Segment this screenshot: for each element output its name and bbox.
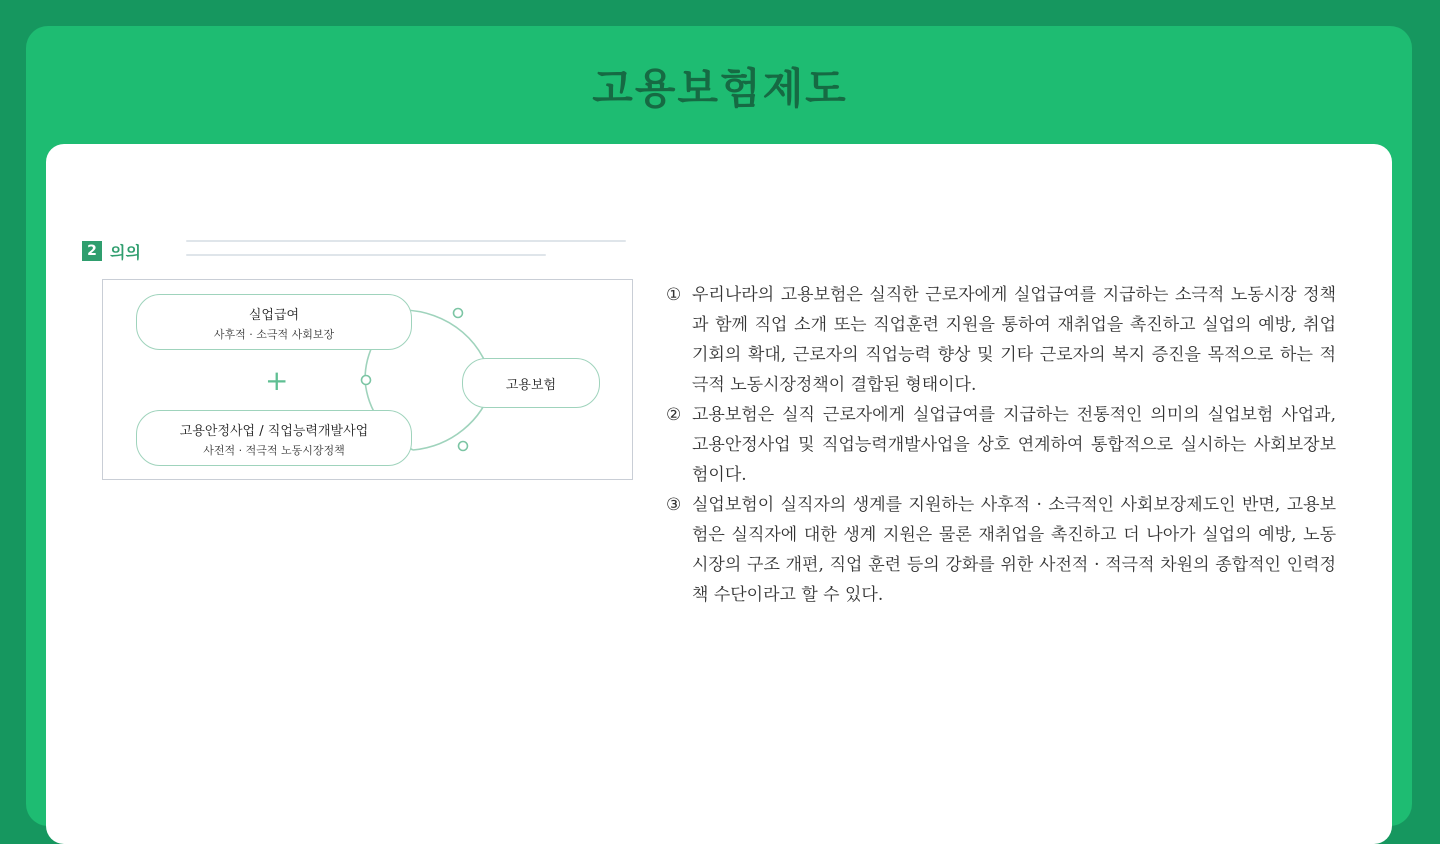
- paragraph-3: [666, 490, 1336, 610]
- section-title: 의의: [110, 242, 141, 262]
- employment-programs-desc: 사전적 · 적극적 노동시장정책: [203, 444, 345, 457]
- paragraph-marker: ②: [666, 405, 682, 425]
- section-heading: [82, 240, 141, 262]
- paragraph-marker: ①: [666, 285, 682, 305]
- scan-artifact-line: [186, 240, 626, 242]
- unemployment-benefit-box: [136, 294, 412, 350]
- unemployment-benefit-desc: 사후적 · 소극적 사회보장: [213, 328, 335, 341]
- concept-diagram: [102, 279, 633, 480]
- plus-symbol: +: [265, 364, 289, 397]
- paragraph-2: [666, 400, 1336, 490]
- paragraph-text: 실업보험이 실직자의 생계를 지원하는 사후적 · 소극적인 사회보장제도인 반면, 고용보험은 실직자에 대한 생계 지원은 물론 재취업을 촉진하고 더 나아가 실업의 예방, 노동시장의 구조 개편, 직업 훈련 등의 강화를 위한 사전적 · 적극적 차원의 종합적인 인력정책 수단이라고 할 수 있다.: [692, 495, 1336, 605]
- paragraph-text: 고용보험은 실직 근로자에게 실업급여를 지급하는 전통적인 의미의 실업보험 사업과, 고용안정사업 및 직업능력개발사업을 상호 연계하여 통합적으로 실시하는 사회보장보험이다.: [692, 405, 1336, 485]
- unemployment-benefit-label: 실업급여: [248, 308, 300, 323]
- description-text: [666, 280, 1336, 610]
- page-title: 고용보험제도: [592, 64, 848, 113]
- employment-insurance-box: [462, 358, 600, 408]
- paragraph-1: [666, 280, 1336, 400]
- paragraph-marker: ③: [666, 495, 682, 515]
- paragraph-text: 우리나라의 고용보험은 실직한 근로자에게 실업급여를 지급하는 소극적 노동시장 정책과 함께 직업 소개 또는 직업훈련 지원을 통하여 재취업을 촉진하고 실업의 예방, 취업 기회의 확대, 근로자의 직업능력 향상 및 기타 근로자의 복지 증진을 목적으로 하는 적극적 노동시장정책이 결합된 형태이다.: [692, 285, 1336, 395]
- scan-artifact-line: [186, 254, 546, 256]
- employment-insurance-label: 고용보험: [505, 378, 557, 393]
- section-number-badge: 2: [82, 241, 102, 261]
- employment-programs-box: [136, 410, 412, 466]
- employment-programs-label: 고용안정사업 / 직업능력개발사업: [179, 424, 369, 439]
